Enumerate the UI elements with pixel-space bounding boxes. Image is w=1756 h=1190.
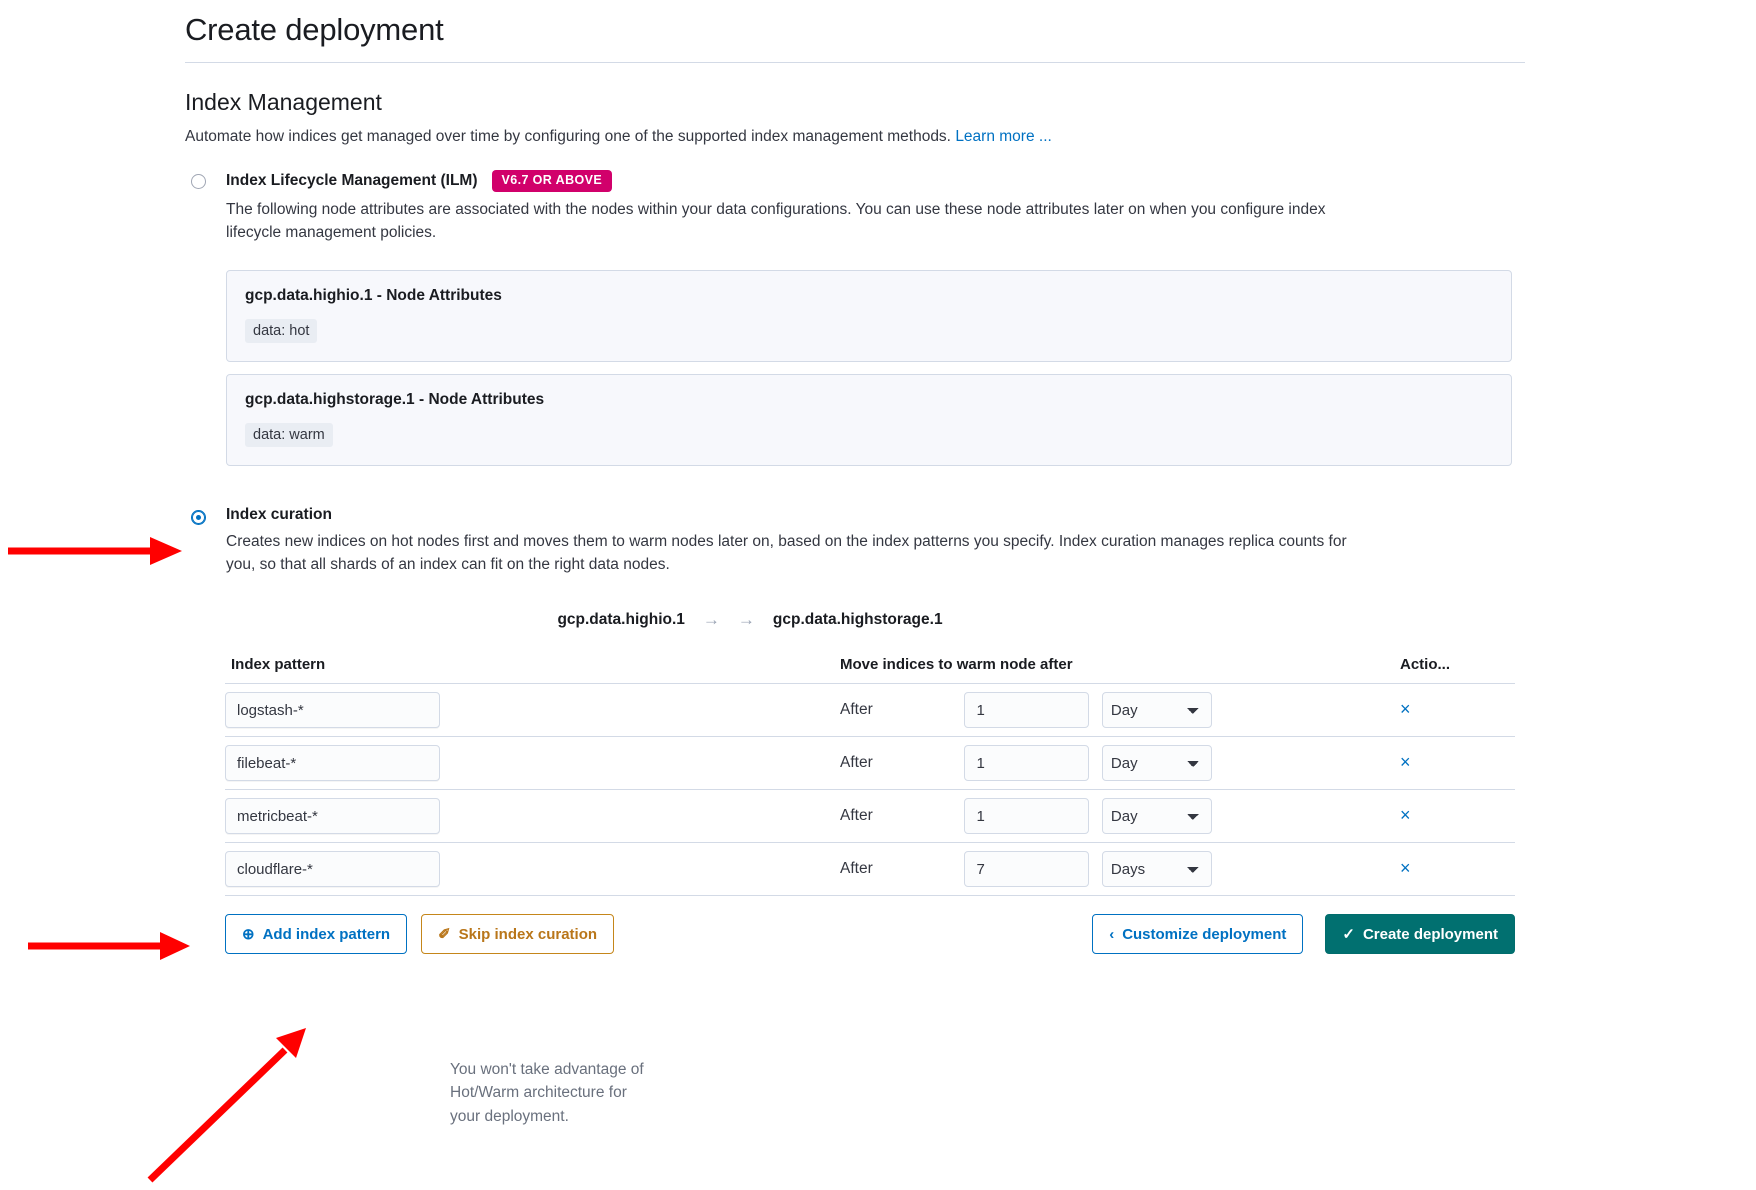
page-title: Create deployment <box>185 12 444 47</box>
option-ilm-head <box>226 170 1525 192</box>
option-curation-head <box>226 506 1525 524</box>
attribute-chip: data: hot <box>245 319 317 343</box>
cell-move-after <box>840 684 1400 737</box>
cell-actions <box>1400 790 1515 843</box>
cell-index-pattern <box>225 790 840 843</box>
after-value-input[interactable] <box>964 745 1089 781</box>
node-attribute-panels <box>226 270 1525 466</box>
index-pattern-input[interactable] <box>225 692 440 728</box>
index-pattern-input[interactable] <box>225 851 440 887</box>
section-description-text: Automate how indices get managed over time by configuring one of the supported index management methods. <box>185 128 951 145</box>
remove-row-button[interactable]: × <box>1400 858 1411 879</box>
flow-to-node: gcp.data.highstorage.1 <box>772 611 943 629</box>
create-deployment-label: Create deployment <box>1362 925 1498 943</box>
after-label: After <box>840 701 873 719</box>
cell-index-pattern <box>225 843 840 896</box>
cell-index-pattern <box>225 684 840 737</box>
index-pattern-input[interactable] <box>225 745 440 781</box>
after-label: After <box>840 807 873 825</box>
arrow-right-icon: → <box>702 610 720 630</box>
cell-index-pattern <box>225 737 840 790</box>
plus-circle-icon: ⊕ <box>242 926 255 944</box>
after-unit-select[interactable] <box>1102 692 1212 728</box>
learn-more-link[interactable]: Learn more ... <box>955 128 1052 145</box>
remove-row-button[interactable]: × <box>1400 699 1411 720</box>
option-ilm-label: Index Lifecycle Management (ILM) <box>226 172 478 190</box>
pencil-icon: ✐ <box>438 926 451 944</box>
skip-index-curation-button[interactable] <box>421 914 614 954</box>
version-badge: V6.7 OR ABOVE <box>492 170 613 192</box>
annotation-arrow-index-curation <box>0 530 190 570</box>
after-value-input[interactable] <box>964 851 1089 887</box>
option-curation-description: Creates new indices on hot nodes first and moves them to warm nodes later on, based on the index patterns you specify. Index curation manages replica counts for you, so that all shards of an index can fit on the right data nodes. <box>226 533 1347 573</box>
cell-move-after <box>840 843 1400 896</box>
cell-move-after <box>840 790 1400 843</box>
remove-row-button[interactable]: × <box>1400 805 1411 826</box>
index-curation-table <box>225 656 1515 896</box>
column-header-index-pattern: Index pattern <box>225 656 840 684</box>
after-unit-select[interactable] <box>1102 798 1212 834</box>
after-label: After <box>840 860 873 878</box>
after-label: After <box>840 754 873 772</box>
customize-deployment-label: Customize deployment <box>1122 925 1287 943</box>
cell-actions <box>1400 737 1515 790</box>
node-attribute-panel <box>226 270 1512 362</box>
remove-row-button[interactable]: × <box>1400 752 1411 773</box>
annotation-arrow-cloudflare-row <box>20 925 195 965</box>
option-ilm[interactable] <box>185 170 1525 466</box>
cell-move-after <box>840 737 1400 790</box>
after-unit-select[interactable] <box>1102 745 1212 781</box>
customize-deployment-button[interactable] <box>1092 914 1303 954</box>
chevron-left-icon: ‹ <box>1109 925 1115 943</box>
option-index-curation[interactable] <box>185 506 1525 576</box>
table-row <box>225 737 1515 790</box>
action-button-row <box>225 914 1515 954</box>
annotation-arrow-add-index-pattern <box>130 1020 320 1190</box>
option-ilm-description: The following node attributes are associated with the nodes within your data configurations. You can use these node attributes later on when you configure index lifecycle management policies. <box>226 201 1326 241</box>
index-pattern-input[interactable] <box>225 798 440 834</box>
skip-index-curation-label: Skip index curation <box>458 925 598 943</box>
section-description <box>185 126 1525 148</box>
skip-curation-note: You won't take advantage of Hot/Warm architecture for your deployment. <box>450 1061 644 1125</box>
table-row <box>225 843 1515 896</box>
arrow-right-icon: → <box>737 610 755 630</box>
column-header-actions: Actio... <box>1400 656 1515 684</box>
flow-from-node: gcp.data.highio.1 <box>557 611 685 629</box>
node-attribute-panel <box>226 374 1512 466</box>
table-row <box>225 684 1515 737</box>
add-index-pattern-button[interactable] <box>225 914 407 954</box>
radio-index-curation[interactable] <box>191 510 206 525</box>
create-deployment-button[interactable] <box>1325 914 1515 954</box>
table-row <box>225 790 1515 843</box>
cell-actions <box>1400 684 1515 737</box>
column-header-move-after: Move indices to warm node after <box>840 656 1400 684</box>
node-flow <box>185 610 1525 630</box>
panel-title: gcp.data.highstorage.1 - Node Attributes <box>245 391 545 409</box>
section-title-index-management: Index Management <box>185 89 382 115</box>
cell-actions <box>1400 843 1515 896</box>
after-value-input[interactable] <box>964 798 1089 834</box>
after-value-input[interactable] <box>964 692 1089 728</box>
after-unit-select[interactable] <box>1102 851 1212 887</box>
radio-ilm[interactable] <box>191 174 206 189</box>
title-divider <box>185 62 1525 63</box>
page-content <box>185 0 1525 954</box>
attribute-chip: data: warm <box>245 423 333 447</box>
table-header-row <box>225 656 1515 684</box>
panel-title: gcp.data.highio.1 - Node Attributes <box>245 287 502 305</box>
check-icon: ✓ <box>1342 926 1355 944</box>
option-curation-label: Index curation <box>226 506 332 524</box>
add-index-pattern-label: Add index pattern <box>262 925 391 943</box>
